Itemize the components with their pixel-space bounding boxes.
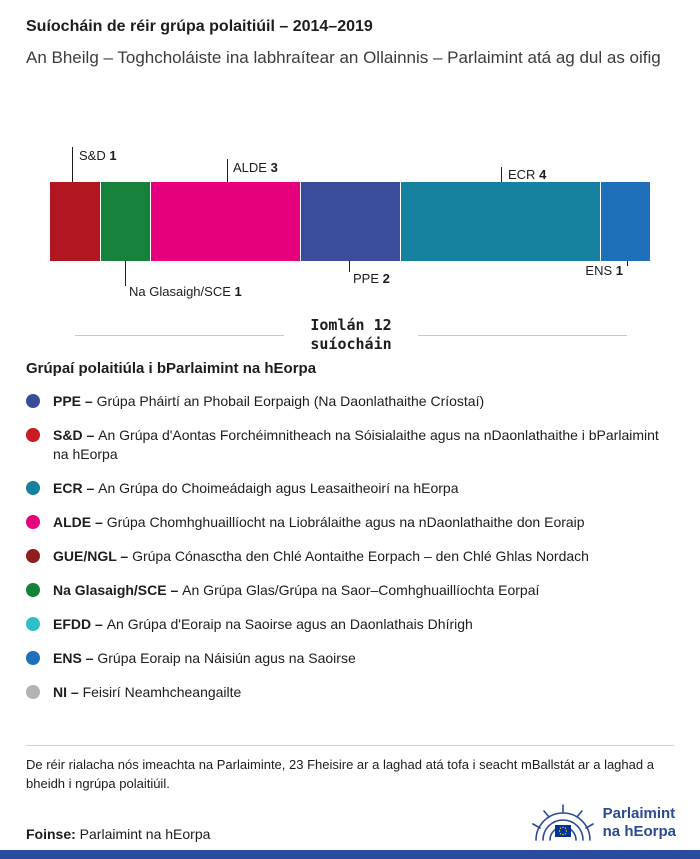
legend-color-dot [26,428,40,442]
legend-item-gue-ngl [26,547,674,566]
legend-color-dot [26,481,40,495]
bar-label-ecr: ECR 4 [508,167,547,182]
bar-label-alde: ALDE 3 [233,160,278,175]
ep-logo [531,798,676,847]
total-line-2: suíocháin [310,335,392,353]
bar-segment-alde [150,182,300,261]
label-leader-line-na-glasaigh-sce [125,261,126,286]
legend-item-text: NI – Feisirí Neamhcheangailte [53,684,242,700]
bar-segment-ens [600,182,650,261]
ep-logo-text [603,805,676,841]
legend-color-dot [26,515,40,529]
legend-item-text: Na Glasaigh/SCE – An Grúpa Glas/Grúpa na Saor–Comhghuaillíochta Eorpaí [53,582,540,598]
bar-label-s-d: S&D 1 [79,148,117,163]
total-line-1: Iomlán 12 [310,316,392,334]
source-value: Parlaimint na hEorpa [79,826,211,842]
bar-label-na-glasaigh-sce: Na Glasaigh/SCE 1 [129,284,242,299]
legend [26,392,674,717]
bar-segment-s-d [50,182,100,261]
legend-item-text: EFDD – An Grúpa d'Eoraip na Saoirse agus an Daonlathais Dhírigh [53,616,473,632]
bar-segment-ecr [400,182,600,261]
footnote-divider [26,745,674,746]
legend-color-dot [26,685,40,699]
seats-bar-chart [0,140,700,310]
source-line [26,826,210,842]
legend-item-s-d [26,426,674,464]
ep-hemicycle-icon [531,798,595,847]
legend-item-text: ENS – Grúpa Eoraip na Náisiún agus na Saoirse [53,650,356,666]
legend-color-dot [26,549,40,563]
bar-label-ens: ENS 1 [585,263,623,278]
total-seats [75,316,627,354]
legend-item-alde [26,513,674,532]
legend-item-text: ECR – An Grúpa do Choimeádaigh agus Leasaitheoirí na hEorpa [53,480,459,496]
label-leader-line-s-d [72,147,73,182]
label-leader-line-ens [627,261,628,266]
source-label: Foinse: [26,826,76,842]
page-subtitle: An Bheilg – Toghcholáiste ina labhraítear an Ollainnis – Parlaimint atá ag dul as oifig [26,48,661,67]
total-rule-left [75,335,284,336]
legend-color-dot [26,617,40,631]
legend-item-text: ALDE – Grúpa Chomhghuaillíocht na Liobrálaithe agus na nDaonlathaithe don Eoraip [53,514,585,530]
stacked-bar [50,182,650,261]
legend-item-ppe [26,392,674,411]
bar-segment-na-glasaigh-sce [100,182,150,261]
legend-item-text: GUE/NGL – Grúpa Cónasctha den Chlé Aontaithe Eorpach – den Chlé Ghlas Nordach [53,548,589,564]
ep-logo-text-line2: na hEorpa [602,822,676,840]
legend-color-dot [26,651,40,665]
bar-label-ppe: PPE 2 [353,271,390,286]
legend-item-ni [26,683,674,702]
label-leader-line-alde [227,159,228,182]
footnote: De réir rialacha nós imeachta na Parlaiminte, 23 Fheisire ar a laghad atá tofa i seacht mBallstát ar a laghad a bheidh i ngrúpa polaitiúil. [26,757,654,791]
legend-item-na-glasaigh-sce [26,581,674,600]
legend-title: Grúpaí polaitiúla i bParlaimint na hEorpa [26,360,317,377]
legend-color-dot [26,394,40,408]
legend-color-dot [26,583,40,597]
total-rule-right [418,335,627,336]
legend-item-ens [26,649,674,668]
page-title: Suíocháin de réir grúpa polaitiúil – 2014–2019 [26,18,373,35]
label-leader-line-ecr [501,167,502,182]
total-seats-label [284,316,417,354]
legend-item-efdd [26,615,674,634]
legend-item-text: PPE – Grúpa Pháirtí an Phobail Eorpaigh (Na Daonlathaithe Críostaí) [53,393,485,409]
bar-segment-ppe [300,182,400,261]
legend-item-text: S&D – An Grúpa d'Aontas Forchéimnitheach na Sóisialaithe agus na nDaonlathaithe i bParlaimint na hEorpa [53,427,659,462]
ep-logo-text-line1: Parlaimint [602,804,676,822]
label-leader-line-ppe [349,261,350,272]
bottom-accent-bar [0,850,700,859]
legend-item-ecr [26,479,674,498]
